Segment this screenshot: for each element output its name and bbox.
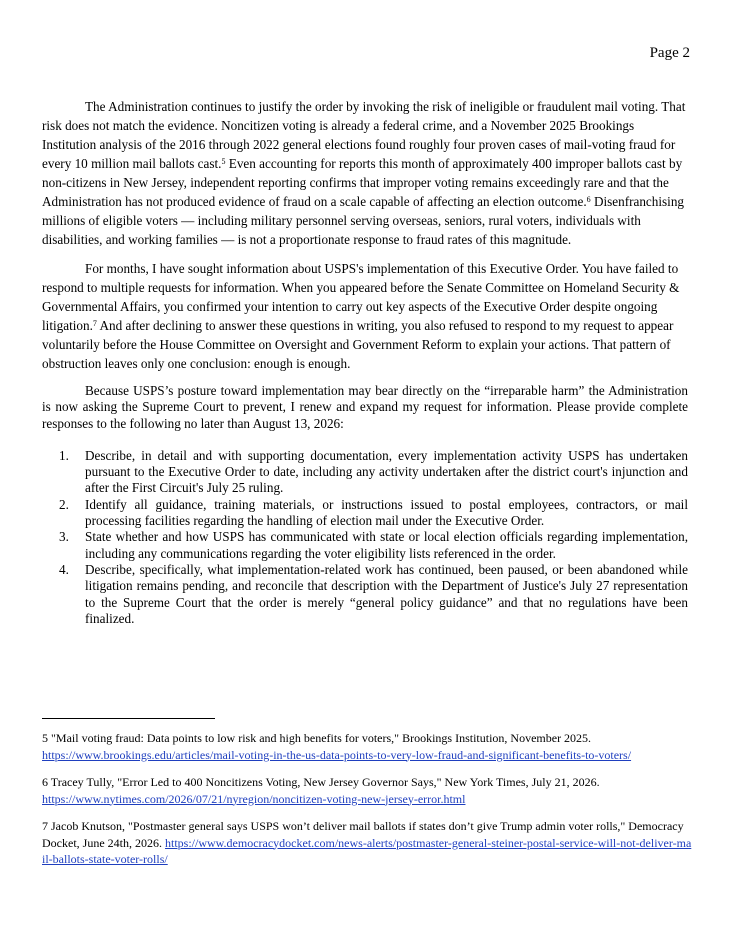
paragraph-renewed-request: Because USPS’s posture toward implementation may bear directly on the “irreparable harm” the Administration is now asking the Supreme Court to prevent, I renew and expand my request for information. Please provide complete responses to the following no later than August 13, 2026: <box>42 383 688 431</box>
request-list <box>42 448 688 627</box>
footnote-5-link[interactable]: https://www.brookings.edu/articles/mail-voting-in-the-us-data-points-to-very-low-fraud-and-significant-benefits-to-voters/ <box>42 747 632 762</box>
request-number: 3. <box>59 529 69 545</box>
page-number: Page 2 <box>649 45 690 61</box>
paragraph-text: For months, I have sought information about USPS's implementation of this Executive Order. You have failed to respond to multiple requests for information. When you appeared before the Senate Committee on Homeland Security & Governmental Affairs, you confirmed your intention to carry out key aspects of the Executive Order despite ongoing litigation. <box>42 261 680 333</box>
footnote-text: 7 Jacob Knutson, "Postmaster general says USPS won’t deliver mail ballots if states don’t give Trump admin voter rolls," Democracy Docket, June 24th, 2026. <box>42 819 684 850</box>
request-number: 2. <box>59 496 69 512</box>
paragraph-information-requests <box>42 259 688 373</box>
footnote-5 <box>42 730 692 763</box>
footnote-text: 6 Tracey Tully, "Error Led to 400 Noncitizens Voting, New Jersey Governor Says," New York Times, July 21, 2026. <box>42 775 600 789</box>
request-text: Identify all guidance, training materials, or instructions issued to postal employees, contractors, or mail processing facilities regarding the handling of election mail under the Executive Order. <box>85 496 688 529</box>
footnote-divider <box>42 718 215 719</box>
footnote-7-link[interactable]: https://www.democracydocket.com/news-alerts/postmaster-general-steiner-postal-service-will-not-deliver-mail-ballots-state-voter-rolls/ <box>42 835 692 866</box>
footnote-ref-6[interactable]: 6 <box>586 195 591 204</box>
request-text: State whether and how USPS has communicated with state or local election officials regarding implementation, including any communications regarding the voter eligibility lists referenced in the order. <box>85 529 688 561</box>
request-item-2 <box>42 497 688 530</box>
request-text: Describe, in detail and with supporting documentation, every implementation activity USPS has undertaken pursuant to the Executive Order to date, including any activity undertaken after the district court's injunction and after the First Circuit's July 25 ruling. <box>85 447 688 496</box>
request-item-3 <box>42 529 688 562</box>
footnote-text: 5 "Mail voting fraud: Data points to low risk and high benefits for voters," Brookings Institution, November 2025. <box>42 731 592 745</box>
paragraph-fraud-evidence <box>42 97 688 249</box>
paragraph-text: Disenfranchising millions of eligible voters — including military personnel serving overseas, seniors, rural voters, individuals with disabilities, and working families — is not a proportionate response to fraud rates of this magnitude. <box>42 194 685 247</box>
paragraph-text: And after declining to answer these questions in writing, you also refused to respond to my request to appear voluntarily before the House Committee on Oversight and Government Reform to explain your actions. That pattern of obstruction leaves only one conclusion: enough is enough. <box>42 318 674 371</box>
request-item-4 <box>42 562 688 627</box>
footnotes <box>42 730 692 879</box>
letter-body <box>42 97 688 627</box>
paragraph-text: Even accounting for reports this month of approximately 400 improper ballots cast by non-citizens in New Jersey, independent reporting confirms that improper voting remains exceedingly rare and that the Administration has not produced evidence of fraud on a scale capable of affecting an election outcome. <box>42 156 683 209</box>
request-number: 4. <box>59 561 69 577</box>
footnote-6 <box>42 774 692 807</box>
footnote-6-link[interactable]: https://www.nytimes.com/2026/07/21/nyregion/noncitizen-voting-new-jersey-error.html <box>42 791 466 806</box>
paragraph-text: The Administration continues to justify the order by invoking the risk of ineligible or fraudulent mail voting. That risk does not match the evidence. Noncitizen voting is already a federal crime, and a November 2025 Brookings Institution analysis of the 2016 through 2022 general elections found roughly four proven cases of mail-voting fraud for every 10 million mail ballots cast. <box>42 99 686 171</box>
request-item-1 <box>42 448 688 497</box>
footnote-7 <box>42 818 692 868</box>
footnote-ref-5[interactable]: 5 <box>221 157 226 166</box>
footnote-ref-7[interactable]: 7 <box>92 319 97 328</box>
request-number: 1. <box>59 447 69 463</box>
request-text: Describe, specifically, what implementation-related work has continued, been paused, or been abandoned while litigation remains pending, and reconcile that description with the Department of Justice's July 27 representation to the Supreme Court that the order is merely “general policy guidance” and that no regulations have been finalized. <box>85 561 688 626</box>
